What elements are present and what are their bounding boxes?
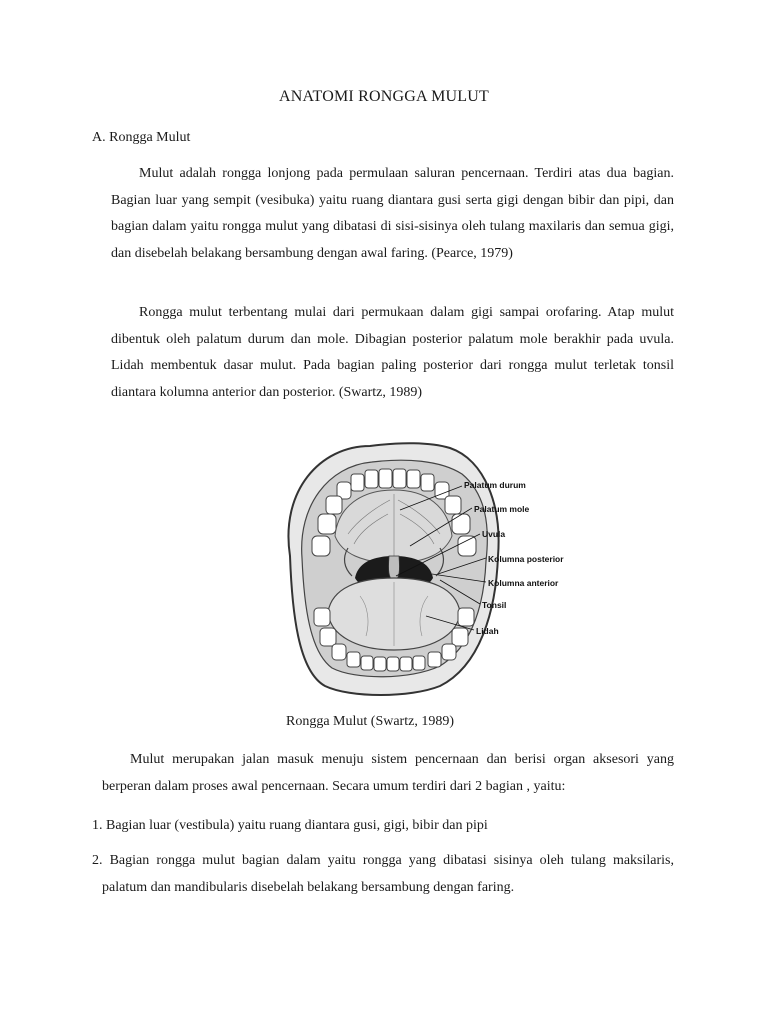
- figure-caption: Rongga Mulut (Swartz, 1989): [286, 714, 454, 729]
- label-kolumna-anterior: Kolumna anterior: [488, 578, 559, 588]
- label-uvula: Uvula: [482, 529, 506, 539]
- label-palatum-mole: Palatum mole: [474, 504, 530, 514]
- label-kolumna-posterior: Kolumna posterior: [488, 554, 564, 564]
- list-item-1: 1. Bagian luar (vestibula) yaitu ruang diantara gusi, gigi, bibir dan pipi: [92, 818, 488, 833]
- list-item-2: 2. Bagian rongga mulut bagian dalam yaitu rongga yang dibatasi sisinya oleh tulang maksilaris, palatum dan mandibularis disebelah belakang bersambung dengan faring.: [92, 853, 674, 895]
- page-title: ANATOMI RONGGA MULUT: [279, 88, 489, 105]
- paragraph-3: Mulut merupakan jalan masuk menuju sistem pencernaan dan berisi organ aksesori yang berperan dalam proses awal pencernaan. Secara umum terdiri dari 2 bagian , yaitu:: [102, 752, 674, 794]
- section-heading: A. Rongga Mulut: [92, 130, 191, 145]
- mouth-illustration: [240, 436, 592, 698]
- label-lidah: Lidah: [476, 626, 499, 636]
- mouth-anatomy-figure: [240, 436, 592, 698]
- paragraph-1: Mulut adalah rongga lonjong pada permulaan saluran pencernaan. Terdiri atas dua bagian. Bagian luar yang sempit (vesibuka) yaitu ruang diantara gusi serta gigi dengan bibir dan pipi, dan bagian dalam yaitu rongga mulut yang dibatasi di sisi-sisinya oleh tulang maxilaris dan semua gigi, dan disebelah belakang bersambung dengan awal faring. (Pearce, 1979): [111, 166, 674, 261]
- paragraph-2: Rongga mulut terbentang mulai dari permukaan dalam gigi sampai orofaring. Atap mulut dibentuk oleh palatum durum dan mole. Dibagian posterior palatum mole berakhir pada uvula. Lidah membentuk dasar mulut. Pada bagian paling posterior dari rongga mulut terletak tonsil diantara kolumna anterior dan posterior. (Swartz, 1989): [111, 305, 674, 400]
- label-tonsil: Tonsil: [482, 600, 507, 610]
- label-palatum-durum: Palatum durum: [464, 480, 526, 490]
